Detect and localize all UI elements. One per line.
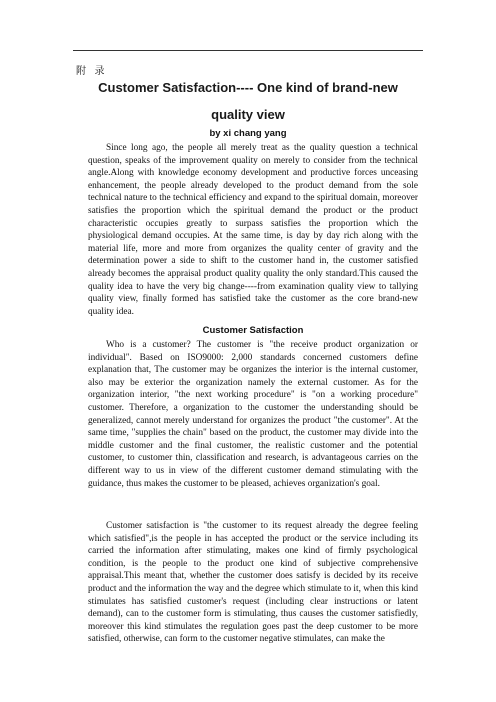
appendix-label: 附 录 xyxy=(76,66,108,77)
paragraph-customer-satisfaction: Customer satisfaction is "the customer to its request already the degree feeling which satisfied",is the people in has accepted the product or the service including its carried the information after stimulating, makes one kind of firmly psychological condition, is the people to the product one kind of subjective comprehensive appraisal.This meant that, whether the customer does satisfy is decided by its receive product and the information the way and the degree which stimulate to it, when this kind stimulates has satisfied customer's request (including clear instructions or latent demand), can to the customer form is stimulating, thus causes the customer satisfiedly, moreover this kind stimulates the regulation goes past the deep customer to be more satisfied, otherwise, can form to the customer negative stimulates, can make the xyxy=(88,521,418,645)
document-title-line-1: Customer Satisfaction---- One kind of brand-new xyxy=(98,80,398,95)
author-byline: by xi chang yang xyxy=(209,128,287,139)
paragraph-intro: Since long ago, the people all merely treat as the quality question a technical question, speaks of the improvement quality on merely to consider from the technical angle.Along with knowledge economy development and productive forces unceasing enhancement, the people already developed to the product demand from the sole technical nature to the technical efficiency and expand to the spiritual domain, moreover satisfies the proportion which the spiritual demand the product or the product characteristic occupies greatly to surpass satisfies the proportion which the physiological demand occupies. At the same time, is day by day rich along with the material life, more and more from organizes the quality center of gravity and the determination power a side to shift to the customer hand in, the customer satisfied already becomes the appraisal product quality quality the only standard.This caused the quality idea to have the very big change----from examination quality view to tallying quality view, finally formed has satisfied take the customer as the core brand-new quality idea. xyxy=(88,143,418,317)
paragraph-customer-definition: Who is a customer? The customer is "the receive product organization or individual". Based on ISO9000: 2,000 standards concerned customers define explanation that, The customer may be organizes the interior is the internal customer, also may be exterior the organization namely the external customer. As for the organization interior, "the next working procedure" is "on a working procedure" customer. Therefore, a organization to the customer the understanding should be generalized, cannot merely understand for organizes the product "the customer". At the same time, "supplies the chain" based on the product, the customer may divide into the middle customer and the final customer, the realistic customer and the potential customer, to customer thin, classification and research, is advantageous carries on the different way to us in view of the different customer demand stimulating with the guidance, thus makes the customer to be pleased, achieves organization's goal. xyxy=(88,340,418,489)
document-title-line-2: quality view xyxy=(211,107,285,122)
header-rule xyxy=(73,50,423,51)
section-heading: Customer Satisfaction xyxy=(202,325,304,336)
